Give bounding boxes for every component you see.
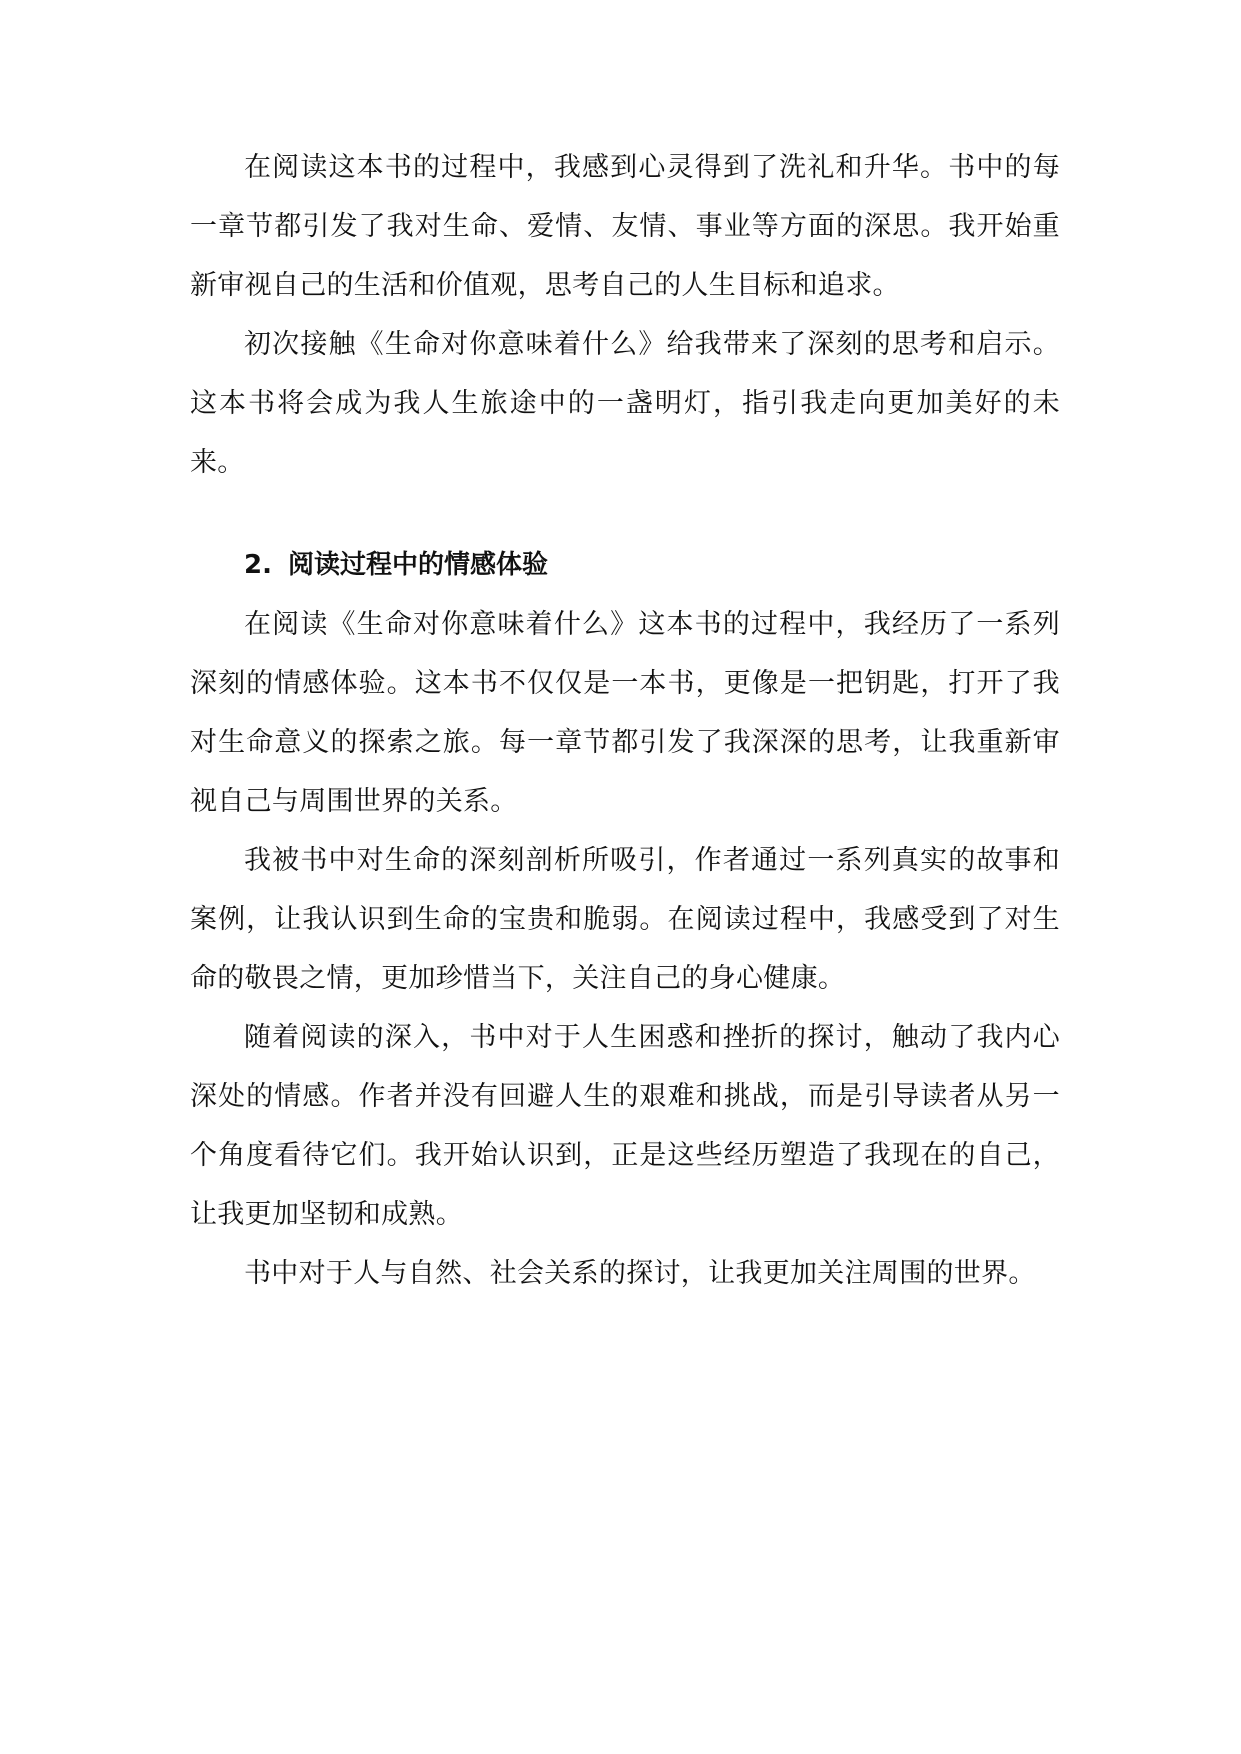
paragraph: 在阅读这本书的过程中，我感到心灵得到了洗礼和升华。书中的每一章节都引发了我对生命、爱情、友情、事业等方面的深思。我开始重新审视自己的生活和价值观，思考自己的人生目标和追求。 (190, 152, 1060, 301)
document-page (190, 138, 1060, 1303)
paragraph: 我被书中对生命的深刻剖析所吸引，作者通过一系列真实的故事和案例，让我认识到生命的宝贵和脆弱。在阅读过程中，我感受到了对生命的敬畏之情，更加珍惜当下，关注自己的身心健康。 (190, 845, 1060, 994)
section-number: 2. (244, 550, 272, 580)
section-title: 阅读过程中的情感体验 (287, 550, 548, 580)
section-spacer (190, 492, 1060, 536)
paragraph: 在阅读《生命对你意味着什么》这本书的过程中，我经历了一系列深刻的情感体验。这本书不仅仅是一本书，更像是一把钥匙，打开了我对生命意义的探索之旅。每一章节都引发了我深深的思考，让我重新审视自己与周围世界的关系。 (190, 609, 1060, 817)
paragraph: 随着阅读的深入，书中对于人生困惑和挫折的探讨，触动了我内心深处的情感。作者并没有回避人生的艰难和挑战，而是引导读者从另一个角度看待它们。我开始认识到，正是这些经历塑造了我现在的自己，让我更加坚韧和成熟。 (190, 1022, 1060, 1230)
paragraph: 书中对于人与自然、社会关系的探讨，让我更加关注周围的世界。 (244, 1258, 1036, 1289)
paragraph: 初次接触《生命对你意味着什么》给我带来了深刻的思考和启示。这本书将会成为我人生旅途中的一盏明灯，指引我走向更加美好的未来。 (190, 329, 1060, 478)
section-heading (190, 536, 1060, 595)
